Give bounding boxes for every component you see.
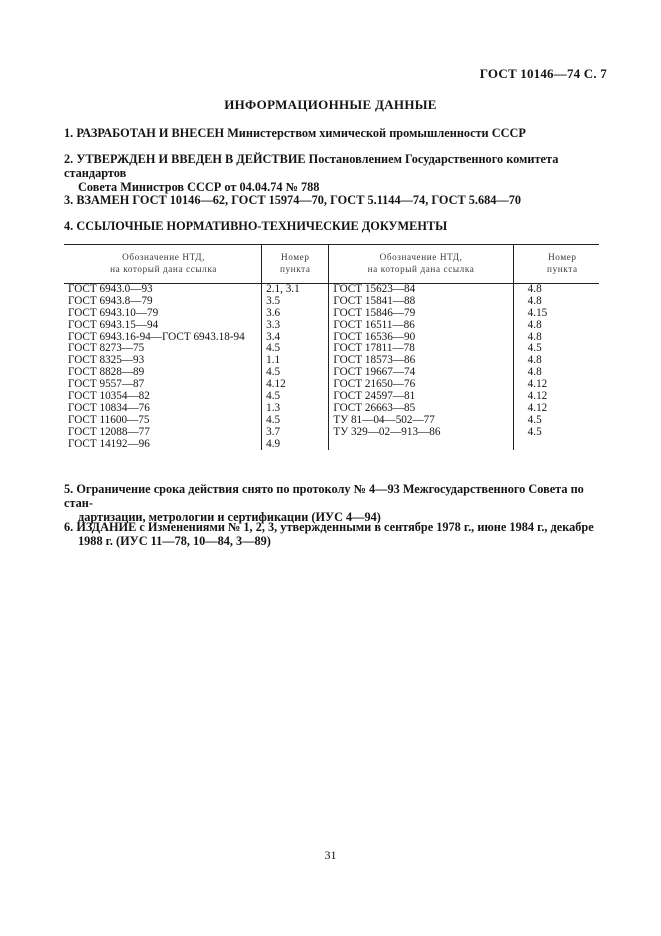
right-doc-cell: ГОСТ 19667—74 [333,366,416,379]
left-item-column [262,284,329,451]
section-lead: ВЗАМЕН ГОСТ 10146—62, ГОСТ 15974—70, ГОСТ 5.1144—74, ГОСТ 5.684—70 [76,193,521,207]
right-item-cell: 4.8 [527,294,542,307]
left-item-cell: 4.9 [266,437,281,450]
left-doc-cell: ГОСТ 8325—93 [68,354,145,367]
section-number: 2. [64,152,74,166]
right-doc-cell: ГОСТ 21650—76 [333,378,416,391]
left-doc-cell: ГОСТ 6943.15—94 [68,318,159,331]
section-body: Министерством химической промышленности СССР [227,126,526,140]
right-item-cell: 4.5 [527,342,542,355]
right-item-cell: 4.12 [527,390,548,403]
section-continuation: дартизации, метрологии и сертификации (ИУС 4—94) [78,510,381,524]
right-doc-cell: ГОСТ 15846—79 [333,306,416,319]
right-item-cell: 4.8 [527,354,542,367]
left-doc-cell: ГОСТ 11600—75 [68,413,150,426]
section-continuation: Совета Министров СССР от 04.04.74 № 788 [78,180,320,194]
table-body-row [64,284,599,451]
left-doc-column [64,284,262,451]
left-item-cell: 3.5 [266,294,281,307]
header-designation-right: Обозначение НТД, на который дана ссылка [329,245,513,284]
left-doc-cell: ГОСТ 6943.10—79 [68,306,159,319]
left-item-cell: 4.5 [266,342,281,355]
left-doc-cell: ГОСТ 10354—82 [68,390,150,403]
section-lead: РАЗРАБОТАН И ВНЕСЕН [76,126,225,140]
left-item-cell: 3.3 [266,318,281,331]
left-item-cell: 4.12 [266,378,286,391]
right-item-cell: 4.8 [527,366,542,379]
left-item-cell: 4.5 [266,413,281,426]
left-doc-cell: ГОСТ 6943.16-94—ГОСТ 6943.18-94 [68,330,245,343]
left-doc-cell: ГОСТ 9557—87 [68,378,145,391]
reference-documents-table [64,244,599,450]
section-3 [64,193,604,207]
section-continuation: 1988 г. (ИУС 11—78, 10—84, 3—89) [78,534,271,548]
right-doc-cell: ГОСТ 24597—81 [333,390,416,403]
right-doc-cell: ГОСТ 15623—84 [333,283,416,295]
left-item-cell: 4.5 [266,390,281,403]
page-number: 31 [324,848,337,862]
section-title: ИНФОРМАЦИОННЫЕ ДАННЫЕ [224,97,437,112]
left-item-cell: 4.5 [266,366,281,379]
left-item-cell: 3.4 [266,330,281,343]
section-1 [64,126,604,140]
left-doc-cell: ГОСТ 6943.0—93 [68,283,153,295]
standard-reference: ГОСТ 10146—74 С. 7 [479,66,607,81]
section-6 [64,520,604,548]
left-doc-cell: ГОСТ 8828—89 [68,366,145,379]
section-4 [64,219,604,233]
section-lead: ИЗДАНИЕ [76,520,137,534]
right-doc-column [329,284,513,451]
right-doc-cell: ГОСТ 16511—86 [333,318,415,331]
right-doc-cell: ГОСТ 17811—78 [333,342,415,355]
section-number: 3. [64,193,74,207]
right-doc-cell: ГОСТ 15841—88 [333,294,416,307]
section-lead: ССЫЛОЧНЫЕ НОРМАТИВНО-ТЕХНИЧЕСКИЕ ДОКУМЕНТЫ [76,219,448,233]
left-item-cell: 3.7 [266,425,281,438]
right-item-cell: 4.8 [527,283,542,295]
right-item-cell: 4.12 [527,378,548,391]
section-5 [64,482,604,524]
header-designation-left: Обозначение НТД, на который дана ссылка [64,245,262,284]
left-doc-cell: ГОСТ 8273—75 [68,342,145,355]
table-header-row [64,245,599,284]
right-doc-cell: ГОСТ 16536—90 [333,330,416,343]
section-number: 1. [64,126,74,140]
right-doc-cell: ТУ 329—02—913—86 [333,425,441,438]
header-number-left: Номер пункта [262,245,329,284]
right-item-cell: 4.5 [527,425,542,438]
section-body: с Изменениями № 1, 2, 3, утвержденными в сентябре 1978 г., июне 1984 г., декабре [139,520,594,534]
right-item-cell: 4.5 [527,413,542,426]
header-number-right: Номер пункта [513,245,599,284]
left-item-cell: 2.1, 3.1 [266,283,300,295]
left-item-cell: 1.1 [266,354,281,367]
right-item-cell: 4.8 [527,330,542,343]
left-doc-cell: ГОСТ 12088—77 [68,425,150,438]
section-lead: УТВЕРЖДЕН И ВВЕДЕН В ДЕЙСТВИЕ [76,152,306,166]
right-item-column [513,284,599,451]
right-doc-cell: ГОСТ 18573—86 [333,354,416,367]
section-2 [64,152,604,194]
section-number: 6. [64,520,74,534]
left-doc-cell: ГОСТ 10834—76 [68,401,150,414]
section-number: 4. [64,219,74,233]
left-doc-cell: ГОСТ 6943.8—79 [68,294,153,307]
section-number: 5. [64,482,74,496]
right-item-cell: 4.12 [527,401,548,414]
right-item-cell: 4.8 [527,318,542,331]
right-item-cell: 4.15 [527,306,548,319]
left-item-cell: 3.6 [266,306,281,319]
left-doc-cell: ГОСТ 14192—96 [68,437,150,450]
right-doc-cell: ТУ 81—04—502—77 [333,413,435,426]
left-item-cell: 1.3 [266,401,281,414]
section-body: Ограничение срока действия снято по протоколу № 4—93 Межгосударственного Совета по стан- [64,482,584,510]
right-doc-cell: ГОСТ 26663—85 [333,401,416,414]
section-body: Постановлением Государственного комитета стандартов [64,152,559,180]
